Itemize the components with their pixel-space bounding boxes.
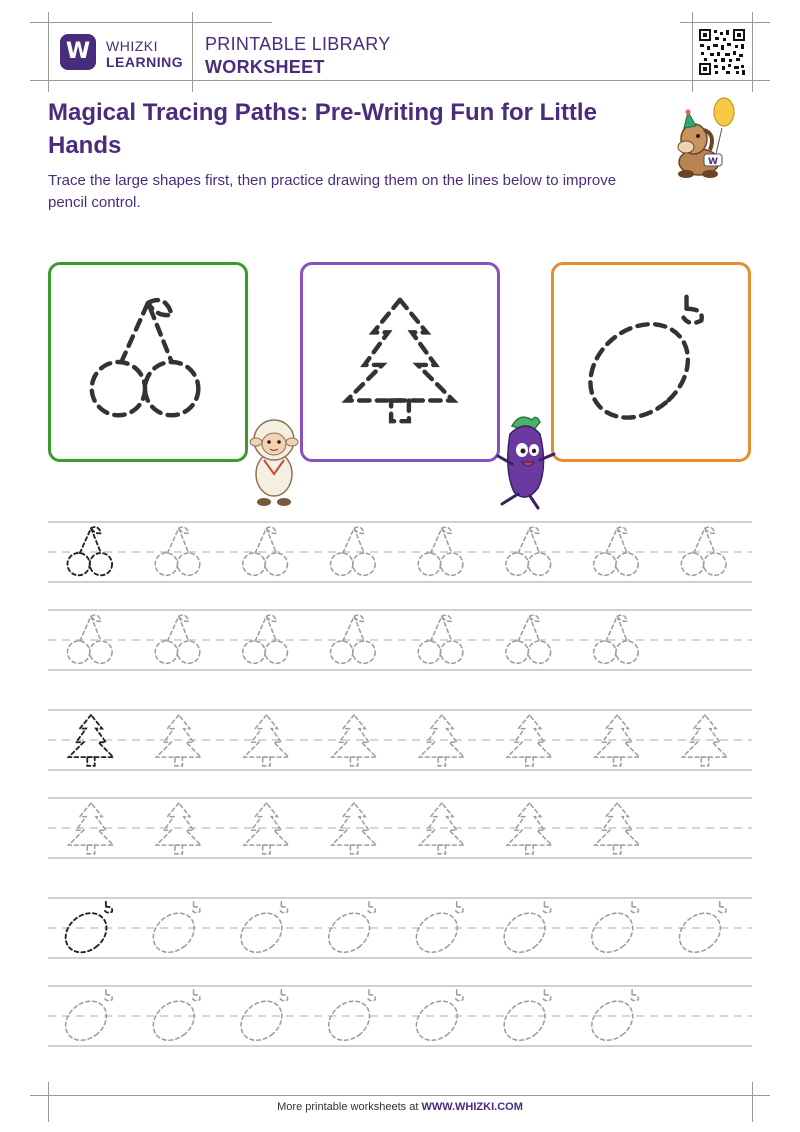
plum-trace-icon — [321, 902, 378, 961]
brand-logo-icon: W — [60, 34, 96, 70]
practice-row — [48, 898, 752, 960]
cherry-trace-icon — [418, 615, 463, 663]
plum-trace-icon — [233, 990, 290, 1049]
worksheet-instructions: Trace the large shapes first, then practice drawing them on the lines below to improve pencil control. — [48, 172, 617, 211]
footer-site-link[interactable]: WWW.WHIZKI.COM — [421, 1101, 523, 1113]
cherry-trace-icon — [243, 615, 288, 663]
cherry-trace-icon — [594, 527, 639, 575]
tree-trace-icon — [332, 715, 377, 766]
tree-trace-icon — [332, 803, 377, 854]
header-title: PRINTABLE LIBRARY — [205, 34, 391, 54]
plum-trace-icon — [496, 902, 553, 961]
plum-trace-icon — [233, 902, 290, 961]
cherry-trace-icon — [155, 527, 200, 575]
cherry-trace-icon — [594, 615, 639, 663]
cherry-trace-icon — [331, 615, 376, 663]
plum-trace-icon — [409, 990, 466, 1049]
brand-name: WHIZKI — [106, 38, 158, 54]
cherry-trace-icon — [67, 527, 112, 575]
plum-trace-icon — [321, 990, 378, 1049]
plum-trace-icon — [584, 990, 641, 1049]
practice-row — [48, 710, 752, 770]
footer-text — [0, 1101, 800, 1113]
cherry-trace-icon — [506, 527, 551, 575]
cherry-trace-icon — [418, 527, 463, 575]
plum-trace-icon — [584, 902, 641, 961]
worksheet-title: Magical Tracing Paths: Pre-Writing Fun for Little Hands — [48, 99, 597, 159]
practice-row — [48, 610, 752, 670]
cherry-trace-icon — [155, 615, 200, 663]
footer-prefix: More printable worksheets at — [277, 1101, 419, 1113]
brand-subname: LEARNING — [106, 54, 184, 70]
cherry-trace-icon — [506, 615, 551, 663]
cherry-trace-icon — [331, 527, 376, 575]
cherry-trace-icon — [681, 527, 726, 575]
plum-trace-icon — [145, 902, 202, 961]
plum-trace-icon — [58, 990, 115, 1049]
plum-trace-icon — [409, 902, 466, 961]
cherry-trace-icon — [67, 615, 112, 663]
plum-trace-icon — [672, 902, 729, 961]
practice-row — [48, 986, 752, 1048]
footer-rule — [30, 1095, 770, 1096]
plum-trace-icon — [58, 902, 115, 961]
header-subtitle: WORKSHEET — [205, 57, 325, 77]
practice-row — [48, 522, 752, 582]
svg-text:W: W — [708, 157, 718, 167]
plum-trace-icon — [145, 990, 202, 1049]
cherry-trace-icon — [243, 527, 288, 575]
plum-trace-icon — [496, 990, 553, 1049]
practice-row — [48, 798, 752, 858]
